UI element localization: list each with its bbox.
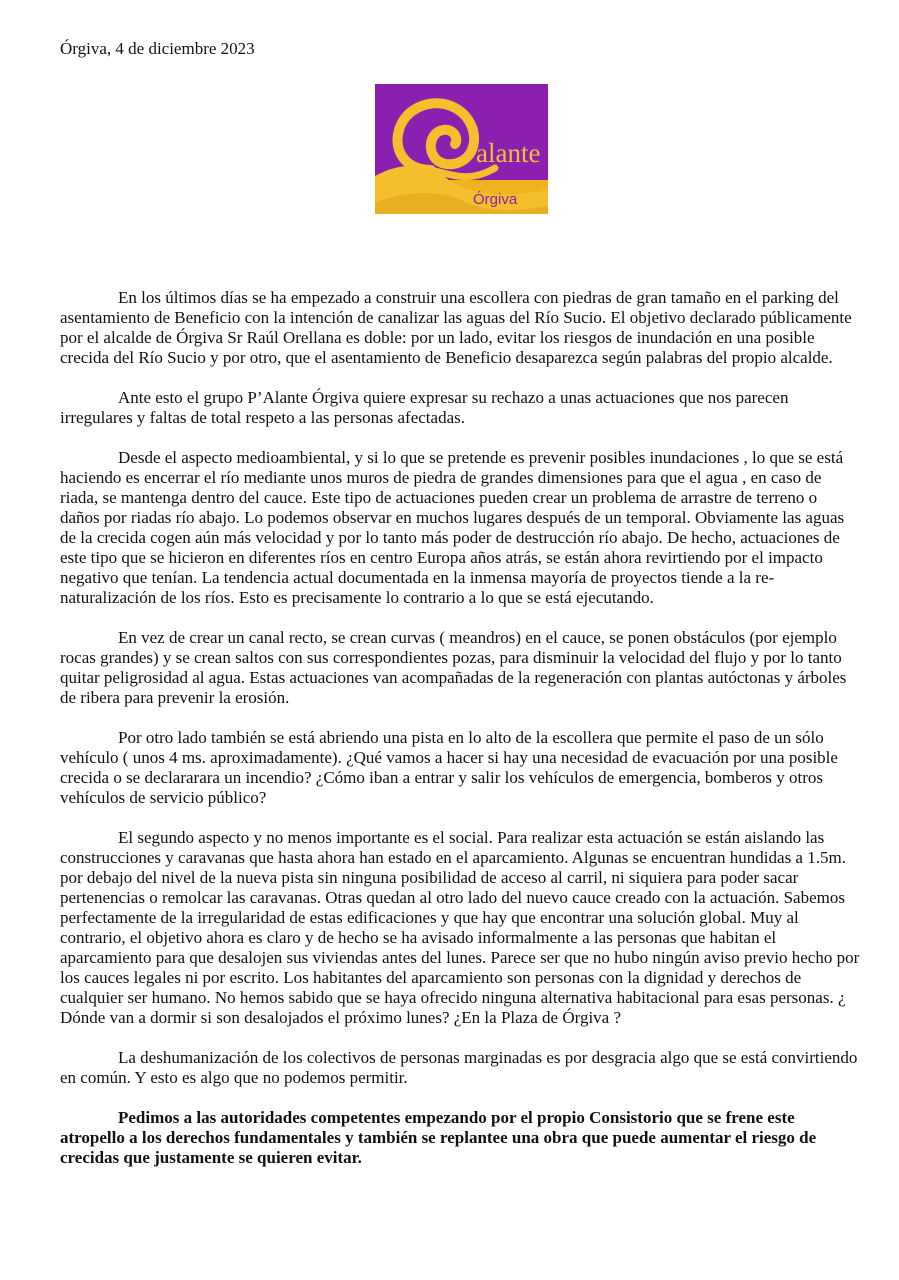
letter-body xyxy=(60,288,860,1168)
paragraph-pista: Por otro lado también se está abriendo una pista en lo alto de la escollera que permite el paso de un sólo vehículo ( unos 4 ms. aproximadamente). ¿Qué vamos a hacer si hay una necesidad de evacuación por una posible crecida o se declararara un incendio? ¿Cómo iban a entrar y salir los vehículos de emergencia, bomberos y otros vehículos de servicio público? xyxy=(60,728,838,807)
paragraph-social: El segundo aspecto y no menos importante es el social. Para realizar esta actuación se están aislando las construcciones y caravanas que hasta ahora han estado en el aparcamiento. Algunas se encuentran hundidas a 1.5m. por debajo del nivel de la nueva pista sin ninguna posibilidad de acceso al carril, ni siquiera para poder sacar pertenencias o remolcar las caravanas. Otras quedan al otro lado del nuevo cauce creado con la actuación. Sabemos perfectamente de la irregularidad de estas edificaciones y que hay que encontrar una solución global. Muy al contrario, el objetivo ahora es claro y de hecho se ha avisado informalmente a las personas que habitan el aparcamiento para que desalojen sus viviendas antes del lunes. Parece ser que no hubo ningún aviso previo hecho por los cauces legales ni por escrito. Los habitantes del aparcamiento son personas con la dignidad y derechos de cualquier ser humano. No hemos sabido que se haya ofrecido ninguna alternativa habitacional para esas personas. ¿ Dónde van a dormir si son desalojados el próximo lunes? ¿En la Plaza de Órgiva ? xyxy=(60,828,860,1027)
palante-orgiva-logo xyxy=(375,84,548,214)
paragraph-rechazo: Ante esto el grupo P’Alante Órgiva quiere expresar su rechazo a unas actuaciones que nos parecen irregulares y faltas de total respeto a las personas afectadas. xyxy=(60,388,789,427)
document-date: Órgiva, 4 de diciembre 2023 xyxy=(60,39,255,58)
paragraph-deshumanizacion: La deshumanización de los colectivos de personas marginadas es por desgracia algo que se está convirtiendo en común. Y esto es algo que no podemos permitir. xyxy=(60,1048,858,1087)
paragraph-medioambiental: Desde el aspecto medioambiental, y si lo que se pretende es prevenir posibles inundaciones , lo que se está haciendo es encerrar el río mediante unos muros de piedra de grandes dimensiones para que el agua , en caso de riada, se mantenga dentro del cauce. Este tipo de actuaciones pueden crear un problema de arrastre de terreno o daños por riadas río abajo. Lo podemos observar en muchos lugares después de un temporal. Obviamente las aguas de la crecida cogen aún más velocidad y por lo tanto más poder de destrucción río abajo. De hecho, actuaciones de este tipo que se hicieron en diferentes ríos en centro Europa años atrás, se están ahora revirtiendo por el impacto negativo que tenían. La tendencia actual documentada en la inmensa mayoría de proyectos tiende a la re-naturalización de los ríos. Esto es precisamente lo contrario a lo que se está ejecutando. xyxy=(60,448,845,607)
closing-statement: Pedimos a las autoridades competentes empezando por el propio Consistorio que se frene este atropello a los derechos fundamentales y también se replantee una obra que puede aumentar el riesgo de crecidas que justamente se quieren evitar. xyxy=(60,1108,817,1167)
paragraph-meandros: En vez de crear un canal recto, se crean curvas ( meandros) en el cauce, se ponen obstáculos (por ejemplo rocas grandes) y se crean saltos con sus correspondientes pozas, para disminuir la velocidad del flujo y por lo tanto quitar peligrosidad al agua. Estas actuaciones van acompañadas de la regeneración con plantas autóctonas y árboles de ribera para prevenir la erosión. xyxy=(60,628,847,707)
logo-wordmark: ’alante xyxy=(467,138,541,168)
spiral-logo-icon xyxy=(375,84,548,214)
paragraph-escollera: En los últimos días se ha empezado a construir una escollera con piedras de gran tamaño en el parking del asentamiento de Beneficio con la intención de canalizar las aguas del Río Sucio. El objetivo declarado públicamente por el alcalde de Órgiva Sr Raúl Orellana es doble: por un lado, evitar los riesgos de inundación en una posible crecida del Río Sucio y por otro, que el asentamiento de Beneficio desaparezca según palabras del propio alcalde. xyxy=(60,288,852,367)
logo-town: Órgiva xyxy=(473,191,518,208)
